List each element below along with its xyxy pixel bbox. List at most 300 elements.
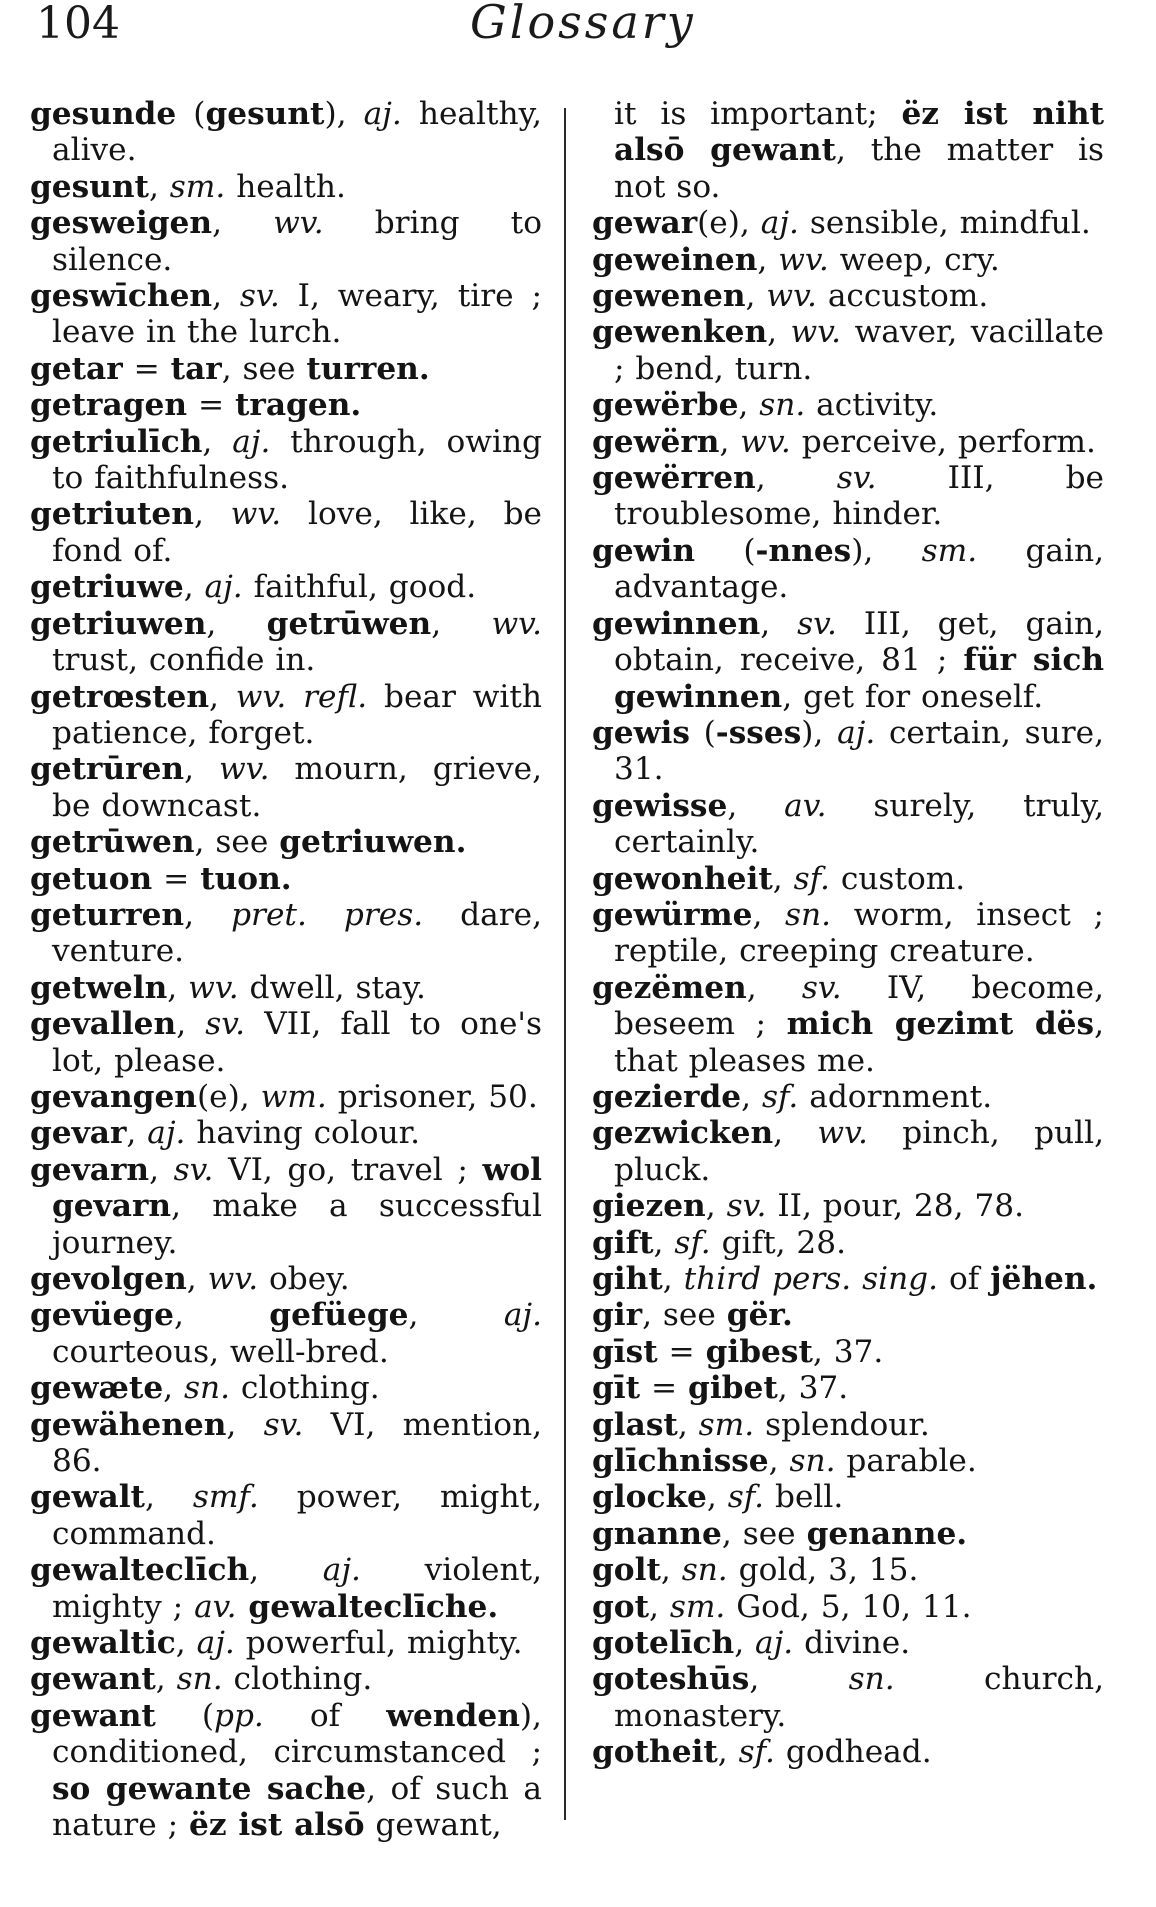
entry-text: gold, 3, 15. — [727, 1552, 919, 1589]
entry-text: certain, sure, 31. — [614, 714, 1104, 788]
entry-text: , — [773, 1115, 818, 1152]
entry-text: through, owing to faithfulness. — [52, 423, 543, 497]
glossary-entry — [30, 1297, 542, 1370]
headword: gewenen — [592, 278, 746, 315]
grammar-label: wv. — [491, 605, 542, 642]
glossary-entry — [30, 278, 542, 351]
entry-text: = — [122, 350, 171, 387]
entry-text: faithful, good. — [242, 569, 477, 606]
headword: getragen — [30, 387, 188, 424]
glossary-entry — [592, 606, 1104, 715]
glossary-entry — [592, 1370, 1104, 1406]
entry-text: , — [175, 1625, 197, 1662]
entry-text: , — [173, 1297, 270, 1334]
glossary-entry — [592, 314, 1104, 387]
entry-text: bring to silence. — [52, 205, 542, 278]
entry-text: , — [209, 678, 236, 715]
glossary-entry — [592, 715, 1104, 788]
entry-text: healthy, alive. — [52, 96, 542, 169]
entry-text: activity. — [805, 387, 939, 424]
entry-text: , — [660, 1552, 682, 1589]
entry-text: pinch, pull, pluck. — [614, 1115, 1105, 1188]
glossary-entry — [30, 1079, 542, 1115]
entry-text: , — [183, 569, 205, 606]
glossary-entry — [592, 1625, 1104, 1661]
headword: golt — [592, 1552, 661, 1589]
headword: gewant — [30, 1661, 156, 1698]
headword: gibest — [705, 1333, 813, 1370]
glossary-entry — [592, 1297, 1104, 1333]
glossary-entry — [30, 205, 542, 278]
grammar-label: wv. — [766, 278, 817, 315]
entry-text: ( — [155, 1697, 214, 1734]
headword: gīst — [592, 1333, 658, 1370]
headword: gīt — [592, 1370, 641, 1407]
entry-text: , — [746, 969, 802, 1006]
headword: gewalt — [30, 1479, 145, 1516]
headword: gewërren — [592, 460, 756, 497]
headword: wol gevarn — [52, 1151, 543, 1225]
grammar-label: av. — [194, 1588, 237, 1625]
grammar-label: sn. — [789, 1443, 836, 1480]
headword: glocke — [592, 1479, 707, 1516]
grammar-label: wv. refl. — [235, 678, 368, 715]
entry-text: VI, mention, 86. — [52, 1406, 543, 1480]
entry-text: power, might, command. — [52, 1479, 542, 1552]
entry-text: of — [938, 1261, 991, 1297]
headword: für sich gewinnen — [614, 642, 1104, 715]
grammar-label: aj. — [232, 423, 271, 460]
glossary-entry — [592, 1261, 1104, 1297]
headword: gotelīch — [592, 1625, 735, 1662]
grammar-label: sv. — [263, 1406, 304, 1443]
glossary-entry — [30, 861, 542, 897]
headword: gewalteclīche. — [236, 1588, 499, 1625]
grammar-label: sv. — [205, 1006, 246, 1043]
glossary-entry — [30, 569, 542, 605]
entry-text: trust, confide in. — [52, 642, 316, 679]
glossary-entry — [30, 970, 542, 1006]
headword: gewinnen — [592, 605, 761, 642]
glossary-left-column — [30, 96, 542, 1844]
entry-text: ), — [324, 96, 364, 132]
grammar-label: sf. — [738, 1734, 775, 1771]
entry-text: perceive, perform. — [790, 423, 1096, 460]
entry-text: God, 5, 10, 11. — [725, 1588, 972, 1625]
entry-text: = — [640, 1370, 689, 1407]
glossary-entry — [592, 788, 1104, 861]
entry-text: parable. — [835, 1443, 977, 1480]
grammar-label: sf. — [674, 1224, 711, 1261]
grammar-label: sn. — [785, 896, 832, 933]
headword: gnanne — [592, 1515, 722, 1552]
glossary-entry — [30, 1552, 542, 1625]
headword: getriuten — [30, 496, 194, 533]
headword: wenden — [386, 1697, 520, 1734]
entry-text: , 37. — [777, 1370, 849, 1407]
entry-text: = — [187, 387, 235, 424]
entry-text: , — [186, 1261, 208, 1297]
grammar-label: smf. — [192, 1479, 259, 1516]
entry-text: it is important; — [614, 96, 902, 132]
entry-text: II, pour, 28, 78. — [766, 1188, 1025, 1225]
headword: gewonheit — [592, 860, 773, 897]
glossary-entry — [592, 970, 1104, 1079]
headword: getriulīch — [30, 423, 203, 460]
entry-text: , — [653, 1224, 675, 1261]
entry-text: having colour. — [185, 1115, 421, 1152]
headword: gezierde — [592, 1078, 742, 1115]
entry-text: , see — [721, 1515, 807, 1552]
headword: getweln — [30, 969, 168, 1006]
entry-text: , 37. — [812, 1333, 884, 1370]
entry-text: bell. — [764, 1479, 844, 1516]
headword: ëz ist niht alsō gewant — [614, 96, 1104, 169]
entry-text: , — [212, 278, 240, 315]
headword: getrūwen — [30, 824, 195, 861]
running-head-title: Glossary — [470, 0, 696, 49]
entry-text: sensible, mindful. — [798, 205, 1091, 242]
entry-text: church, monastery. — [614, 1661, 1104, 1734]
glossary-entry — [30, 679, 542, 752]
entry-text: = — [152, 860, 201, 897]
entry-text: ( — [689, 714, 716, 751]
glossary-entry — [592, 1115, 1104, 1188]
glossary-entry — [30, 351, 542, 387]
glossary-entry — [592, 96, 1104, 205]
headword: geturren — [30, 896, 185, 933]
glossary-entry — [592, 897, 1104, 970]
grammar-label: sn. — [183, 1370, 230, 1407]
entry-text: , — [755, 460, 837, 497]
headword: gezwicken — [592, 1115, 774, 1152]
entry-text: , — [677, 1406, 699, 1443]
glossary-entry — [592, 242, 1104, 278]
glossary-entry — [592, 1734, 1104, 1770]
entry-text: ), conditioned, circumstanced ; — [52, 1697, 542, 1771]
entry-text: I, weary, tire ; leave in the lurch. — [52, 278, 542, 351]
entry-text: , — [706, 1479, 728, 1516]
headword: giht — [592, 1261, 663, 1297]
headword: getar — [30, 350, 123, 387]
entry-text: ), — [801, 714, 838, 751]
entry-text: mourn, grieve, be downcast. — [52, 751, 542, 824]
headword: gewürme — [592, 896, 753, 933]
headword: gewin — [592, 532, 696, 569]
grammar-label: sn. — [848, 1661, 895, 1698]
entry-text: = — [657, 1333, 706, 1370]
headword: genanne. — [806, 1515, 968, 1552]
grammar-label: sv. — [173, 1151, 214, 1188]
glossary-entry — [592, 1661, 1104, 1734]
glossary-entry — [30, 1370, 542, 1406]
headword: gesunt — [30, 168, 149, 205]
grammar-label: wv. — [218, 751, 270, 788]
grammar-label: wv. — [230, 496, 282, 533]
entry-text: prisoner, 50. — [326, 1078, 538, 1115]
entry-text: dwell, stay. — [238, 969, 426, 1006]
entry-text: ( — [176, 96, 206, 132]
entry-text: , — [193, 496, 231, 533]
entry-text: , — [719, 423, 741, 460]
headword: got — [592, 1588, 650, 1625]
glossary-entry — [592, 1079, 1104, 1115]
glossary-entry — [30, 1006, 542, 1079]
entry-text: IV, become, beseem ; — [614, 969, 1104, 1043]
entry-text: gain, advantage. — [614, 532, 1104, 606]
glossary-entry — [30, 751, 542, 824]
entry-text: bear with patience, forget. — [52, 678, 542, 751]
entry-text: (e), — [697, 205, 761, 242]
headword: giezen — [592, 1188, 706, 1225]
glossary-entry — [592, 460, 1104, 533]
grammar-label: aj. — [322, 1552, 361, 1589]
entry-text: , the matter is not so. — [614, 132, 1104, 205]
entry-text: , of such a nature ; — [52, 1770, 542, 1844]
headword: gewërn — [592, 423, 720, 460]
headword: gewähenen — [30, 1406, 227, 1443]
headword: getrūren — [30, 751, 185, 788]
entry-text: , see — [642, 1297, 727, 1334]
headword: tragen. — [235, 387, 362, 424]
grammar-label: sf. — [793, 860, 830, 897]
entry-text: , make a successful journey. — [52, 1188, 542, 1261]
entry-text: , — [741, 1078, 762, 1115]
glossary-entry — [30, 1479, 542, 1552]
headword: mich gezimt dës — [786, 1006, 1095, 1043]
glossary-entry — [30, 1261, 542, 1297]
entry-text: , — [752, 896, 786, 933]
grammar-label: av. — [784, 787, 827, 824]
glossary-entry — [592, 1407, 1104, 1443]
entry-text: , — [768, 1443, 790, 1480]
headword: gewant — [30, 1697, 156, 1734]
grammar-label: sn. — [681, 1552, 728, 1589]
glossary-right-column — [592, 96, 1104, 1771]
grammar-label: wv. — [778, 241, 829, 278]
entry-text: waver, vacillate ; bend, turn. — [614, 314, 1104, 387]
grammar-label: wm. — [260, 1078, 327, 1115]
grammar-label: sm. — [698, 1406, 755, 1443]
grammar-label: sv. — [239, 278, 280, 315]
headword: gevolgen — [30, 1261, 187, 1297]
entry-text: , — [772, 860, 794, 897]
grammar-label: aj. — [503, 1297, 542, 1334]
entry-text: worm, insect ; reptile, creeping creature. — [614, 896, 1104, 970]
grammar-label: wv. — [207, 1261, 259, 1297]
headword: gewalteclīch — [30, 1552, 250, 1589]
grammar-label: sv. — [801, 969, 842, 1006]
headword: gewaltic — [30, 1625, 176, 1662]
grammar-label: aj. — [760, 205, 799, 242]
headword: gevar — [30, 1115, 127, 1152]
entry-text: III, get, gain, obtain, receive, 81 ; — [614, 605, 1105, 679]
grammar-label: sv. — [726, 1188, 767, 1225]
entry-text: , — [148, 168, 170, 205]
headword: turren. — [306, 350, 430, 387]
entry-text: surely, truly, certainly. — [614, 787, 1105, 861]
entry-text: love, like, be fond of. — [52, 496, 543, 569]
entry-text: , — [757, 241, 779, 278]
headword: getriuwen. — [279, 824, 467, 861]
glossary-entry — [30, 1115, 542, 1151]
entry-text: , see — [194, 824, 280, 861]
glossary-entry — [30, 897, 542, 970]
entry-text: courteous, well-bred. — [52, 1333, 389, 1370]
glossary-entry — [30, 96, 542, 169]
headword: getriuwen — [30, 605, 207, 642]
glossary-entry — [592, 1443, 1104, 1479]
grammar-label: sf. — [727, 1479, 765, 1516]
grammar-label: sm. — [169, 168, 226, 205]
grammar-label: sn. — [176, 1661, 223, 1698]
grammar-label: pret. pres. — [231, 896, 424, 933]
entry-text: , — [649, 1588, 670, 1625]
headword: -nnes — [755, 532, 852, 569]
headword: glast — [592, 1406, 678, 1443]
glossary-entry — [592, 1334, 1104, 1370]
glossary-entry — [592, 1552, 1104, 1588]
headword: geweinen — [592, 241, 758, 278]
headword: so gewante sache — [52, 1770, 367, 1807]
glossary-entry — [30, 824, 542, 860]
glossary-entry — [592, 424, 1104, 460]
headword: getriuwe — [30, 569, 184, 606]
headword: gevüege — [30, 1297, 174, 1334]
headword: gewenken — [592, 314, 768, 351]
headword: glīchnisse — [592, 1443, 769, 1480]
grammar-label: wv. — [790, 314, 842, 351]
grammar-label: sm. — [669, 1588, 726, 1625]
entry-text: , — [149, 1151, 174, 1188]
entry-text: , — [176, 1006, 206, 1043]
entry-text: , — [184, 896, 232, 933]
entry-text: adornment. — [798, 1078, 993, 1115]
column-divider — [564, 108, 566, 1820]
grammar-label: aj. — [755, 1625, 794, 1662]
entry-text: (e), — [196, 1078, 261, 1115]
glossary-entry — [592, 1225, 1104, 1261]
entry-text: , — [202, 423, 233, 460]
entry-text: , — [745, 278, 767, 315]
entry-text: of — [263, 1697, 387, 1734]
grammar-label: sm. — [921, 532, 978, 569]
glossary-entry — [592, 1589, 1104, 1625]
entry-text: ( — [695, 532, 756, 569]
headword: gevangen — [30, 1078, 197, 1115]
grammar-label: pp. — [213, 1697, 264, 1734]
entry-text: , — [126, 1115, 148, 1152]
entry-text: VII, fall to one's lot, please. — [52, 1006, 542, 1079]
entry-text: , — [760, 605, 798, 642]
glossary-entry — [30, 1152, 542, 1261]
entry-text: , — [749, 1661, 849, 1698]
headword: gibet — [688, 1370, 778, 1407]
entry-text: , — [408, 1297, 504, 1334]
glossary-entry — [592, 1479, 1104, 1515]
entry-text: VI, go, travel ; — [213, 1151, 483, 1188]
entry-text: , — [155, 1661, 177, 1698]
grammar-label: sf. — [761, 1078, 799, 1115]
entry-text: clothing. — [230, 1370, 380, 1407]
headword: gesunt — [205, 96, 325, 132]
headword: gewisse — [592, 787, 728, 824]
entry-text: , — [249, 1552, 323, 1589]
entry-text: , get for oneself. — [782, 678, 1044, 715]
headword: gevarn — [30, 1151, 150, 1188]
grammar-label: wv. — [188, 969, 239, 1006]
grammar-label: aj. — [204, 569, 243, 606]
entry-text: divine. — [793, 1625, 911, 1662]
grammar-label: aj. — [196, 1625, 235, 1662]
headword: gift — [592, 1224, 654, 1261]
headword: getrœsten — [30, 678, 210, 715]
entry-text: , — [767, 314, 791, 351]
entry-text: , — [738, 387, 760, 424]
headword: gër. — [726, 1297, 793, 1334]
entry-text: , — [717, 1734, 739, 1771]
headword: getuon — [30, 860, 153, 897]
entry-text: godhead. — [774, 1734, 932, 1771]
entry-text: , — [163, 1370, 184, 1407]
entry-text: , — [662, 1261, 684, 1297]
headword: gesweigen — [30, 205, 213, 242]
entry-text: , — [431, 605, 492, 642]
entry-text: accustom. — [816, 278, 989, 315]
headword: geswīchen — [30, 278, 213, 315]
grammar-label: wv. — [740, 423, 791, 460]
headword: gotheit — [592, 1734, 718, 1771]
headword: gewar — [592, 205, 698, 242]
entry-text: , — [734, 1625, 756, 1662]
entry-text: , — [705, 1188, 727, 1225]
entry-text: custom. — [829, 860, 966, 897]
headword: ëz ist alsō — [189, 1807, 365, 1844]
glossary-entry — [30, 1698, 542, 1844]
grammar-label: sn. — [759, 387, 806, 424]
entry-text: , — [226, 1406, 264, 1443]
entry-text: III, be troublesome, hinder. — [614, 460, 1104, 533]
headword: tuon. — [200, 860, 292, 897]
glossary-entry — [30, 1625, 542, 1661]
headword: gesunde — [30, 96, 177, 132]
grammar-label: wv. — [273, 205, 324, 242]
headword: gezëmen — [592, 969, 747, 1006]
headword: jëhen. — [990, 1261, 1098, 1297]
glossary-entry — [592, 387, 1104, 423]
entry-text: weep, cry. — [828, 241, 1000, 278]
grammar-label: aj. — [837, 714, 876, 751]
headword: -sses — [715, 714, 802, 751]
entry-text: , — [167, 969, 189, 1006]
glossary-entry — [30, 387, 542, 423]
entry-text: violent, mighty ; — [52, 1552, 543, 1625]
grammar-label: sv. — [836, 460, 877, 497]
glossary-entry — [30, 169, 542, 205]
glossary-entry — [592, 205, 1104, 241]
headword: gefüege — [269, 1297, 409, 1334]
entry-text: , that pleases me. — [614, 1006, 1104, 1079]
glossary-entry — [30, 1407, 542, 1480]
glossary-entry — [30, 606, 542, 679]
entry-text: clothing. — [222, 1661, 373, 1698]
glossary-entry — [30, 424, 542, 497]
glossary-entry — [592, 278, 1104, 314]
grammar-label: third pers. sing. — [683, 1261, 939, 1297]
entry-text: gewant, — [364, 1807, 502, 1844]
entry-text: powerful, mighty. — [234, 1625, 523, 1662]
headword: tar — [170, 350, 222, 387]
